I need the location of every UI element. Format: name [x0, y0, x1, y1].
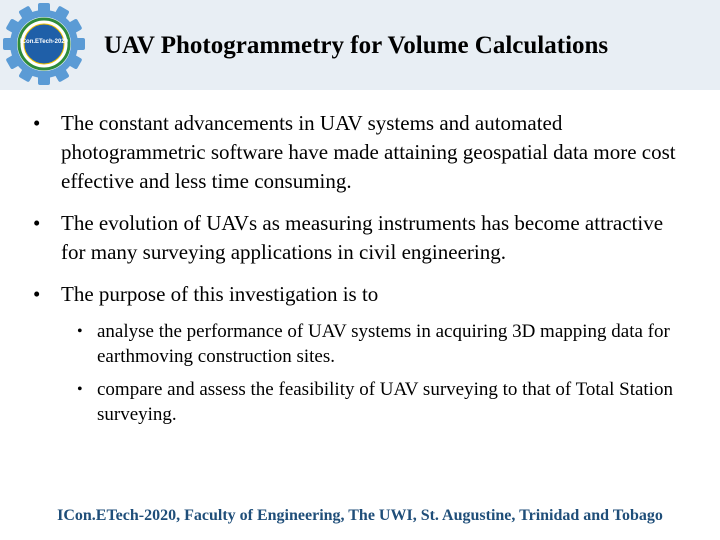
slide-content — [0, 109, 720, 435]
conference-logo — [2, 2, 86, 86]
sub-bullet-list — [0, 319, 720, 427]
sub-bullet-item: • analyse the performance of UAV systems in acquiring 3D mapping data for earthmoving construction sites. — [97, 319, 687, 369]
bullet-item: • The evolution of UAVs as measuring instruments has become attractive for many surveying applications in civil engineering. — [61, 209, 681, 267]
bullet-item: • The constant advancements in UAV systems and automated photogrammetric software have made attaining geospatial data more cost effective and less time consuming. — [61, 109, 681, 196]
footer-text: ICon.ETech-2020, Faculty of Engineering, The UWI, St. Augustine, Trinidad and Tobago — [57, 507, 663, 524]
bullet-item: • The purpose of this investigation is to — [61, 280, 681, 309]
logo-text: ICon.ETech-2020 — [20, 39, 68, 45]
sub-bullet-item: • compare and assess the feasibility of UAV surveying to that of Total Station surveying. — [97, 377, 687, 427]
page-title: UAV Photogrammetry for Volume Calculations — [104, 32, 609, 59]
